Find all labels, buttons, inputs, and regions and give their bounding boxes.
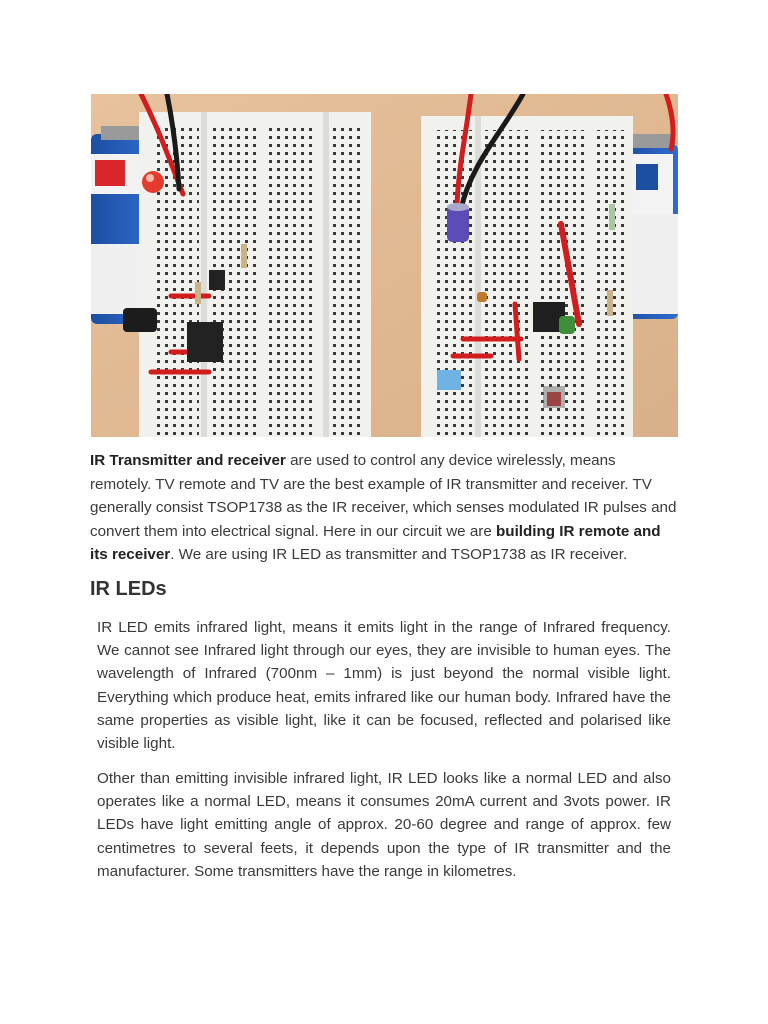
- intro-paragraph: [90, 449, 680, 567]
- intro-text-part1: are used to control any device wirelessly, means remotely. TV remote and TV are the best example of IR transmitter and receiver. TV generally consist TSOP1738 as the IR receiver, which senses modulated IR pulses and convert them into electrical signal. Here in our circuit we are: [90, 452, 677, 540]
- intro-strong-ir-transmitter: IR Transmitter and receiver: [90, 452, 286, 469]
- intro-strong-building-remote: building IR remote and its receiver: [90, 522, 661, 563]
- paragraph-ir-led-emission: IR LED emits infrared light, means it emits light in the range of Infrared frequency. We cannot see Infrared light through our eyes, they are invisible to human eyes. The wavelength of Infrared (700nm – 1mm) is just beyond the normal visible light. Everything which produce heat, emits infrared like our human body. Infrared have the same properties as visible light, like it can be focused, reflected and polarised like visible light.: [97, 619, 671, 753]
- paragraph-ir-led-operation: Other than emitting invisible infrared light, IR LED looks like a normal LED and also operates like a normal LED, means it consumes 20mA current and 3vots power. IR LEDs have light emitting angle of approx. 20-60 degree and range of approx. few centimetres to several feets, it depends upon the type of IR transmitter and the manufacturer. Some transmitters have the range in kilometres.: [97, 770, 671, 880]
- section-heading-ir-leds: IR LEDs: [90, 578, 167, 600]
- breadboard-illustration: [91, 94, 678, 437]
- intro-text-part2: . We are using IR LED as transmitter and TSOP1738 as IR receiver.: [170, 546, 628, 563]
- breadboard-left: [139, 112, 371, 437]
- circuit-photo: [91, 94, 678, 437]
